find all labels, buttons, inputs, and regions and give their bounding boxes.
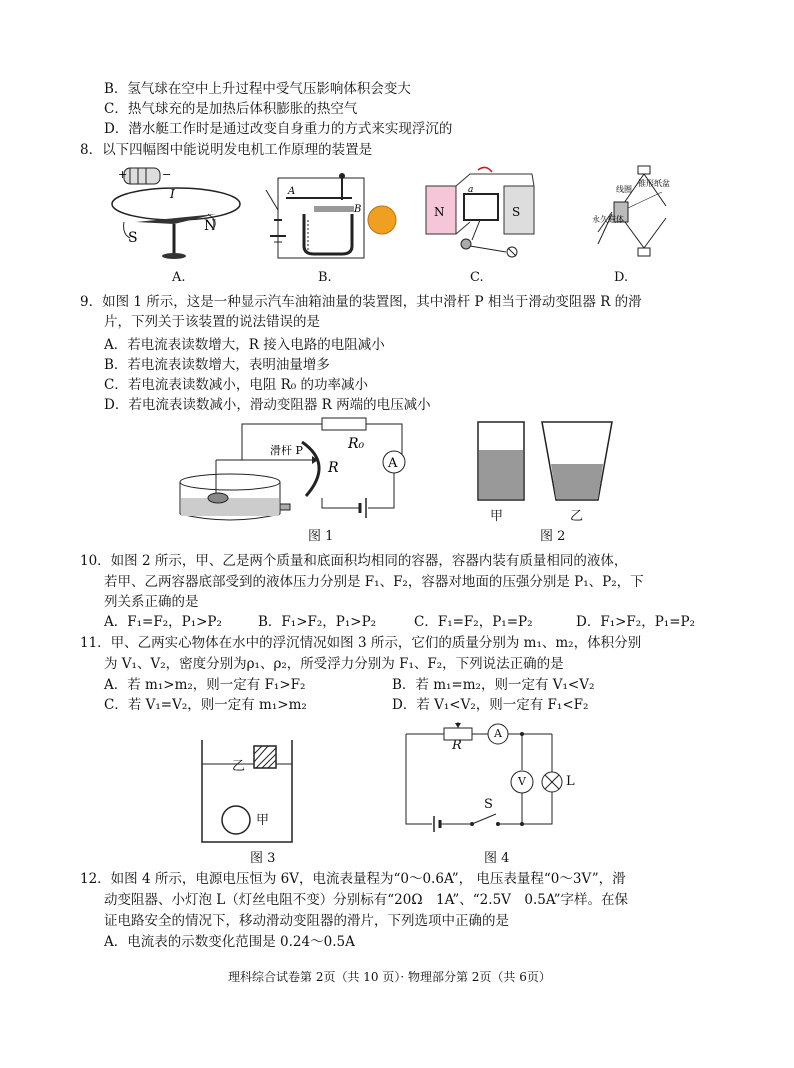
q11-line2: 为 V₁、V₂，密度分别为ρ₁、ρ₂，所受浮力分别为 F₁、F₂，下列说法正确的是 bbox=[104, 656, 564, 672]
figd-cone: 锥形纸盆 bbox=[638, 179, 670, 188]
q8-label-a: A. bbox=[172, 270, 186, 285]
q12-line1: 12．如图 4 所示，电源电压恒为 6V，电流表量程为“0～0.6A”， 电压表量程“0～3V”，滑 bbox=[80, 871, 626, 887]
fig4-caption: 图 4 bbox=[484, 851, 510, 866]
fig1-ammeter: A bbox=[388, 456, 398, 471]
figc-s: S bbox=[512, 205, 521, 219]
fig4-r: R bbox=[452, 738, 462, 753]
q8-label-c: C. bbox=[470, 270, 484, 285]
q10-option-a: A．F₁=F₂，P₁>P₂ bbox=[104, 614, 222, 630]
q8-label-d: D. bbox=[614, 270, 629, 285]
fig4-voltmeter: V bbox=[518, 775, 526, 788]
figd-coil: 线圈 bbox=[616, 185, 632, 194]
fig3-caption: 图 3 bbox=[250, 851, 276, 866]
fig4-lamp: L bbox=[566, 774, 575, 789]
fig1-slider: 滑杆 P bbox=[270, 444, 303, 457]
q9-option-b: B．若电流表读数增大，表明油量增多 bbox=[104, 357, 330, 373]
q9-option-d: D．若电流表读数减小，滑动变阻器 R 两端的电压减小 bbox=[104, 397, 431, 413]
figb-b: B bbox=[354, 204, 362, 215]
fig3-yi: 乙 bbox=[232, 759, 246, 774]
figure-4-circuit bbox=[398, 718, 588, 834]
q12-option-a: A．电流表的示数变化范围是 0.24～0.5A bbox=[104, 934, 355, 950]
q12-line2: 动变阻器、小灯泡 L（灯丝电阻不变）分别标有“20Ω 1A”、“2.5V 0.5A”字样。在保 bbox=[104, 892, 629, 908]
q7-option-b: B．氢气球在空中上升过程中受气压影响体积会变大 bbox=[104, 81, 411, 97]
figa-n: N bbox=[204, 218, 217, 234]
figd-magnet: 永久磁体 bbox=[592, 215, 624, 224]
page-footer: 理科综合试卷第 2页（共 10 页）· 物理部分第 2页（共 6页） bbox=[228, 970, 551, 984]
fig4-ammeter: A bbox=[494, 727, 502, 740]
q10-line1: 10．如图 2 所示，甲、乙是两个质量和底面积均相同的容器，容器内装有质量相同的液体， bbox=[80, 553, 628, 569]
q9-option-a: A．若电流表读数增大，R 接入电路的电阻减小 bbox=[104, 337, 385, 353]
fig4-switch: S bbox=[484, 797, 493, 812]
fig2-yi: 乙 bbox=[570, 509, 584, 524]
q8-figure-a bbox=[96, 162, 246, 262]
figure-1-fuel-gauge bbox=[172, 414, 422, 526]
q10-option-d: D．F₁>F₂，P₁=P₂ bbox=[576, 614, 695, 630]
q9-line2: 片，下列关于该装置的说法错误的是 bbox=[104, 314, 320, 330]
figa-plus: + bbox=[118, 168, 128, 181]
figure-3-floating-objects bbox=[198, 736, 298, 846]
q11-option-c: C．若 V₁=V₂，则一定有 m₁>m₂ bbox=[104, 697, 307, 713]
q11-option-a: A．若 m₁>m₂，则一定有 F₁>F₂ bbox=[104, 677, 306, 693]
q10-line3: 列关系正确的是 bbox=[104, 594, 199, 610]
q11-option-b: B．若 m₁=m₂，则一定有 V₁<V₂ bbox=[392, 677, 595, 693]
q9-option-c: C．若电流表读数减小，电阻 R₀ 的功率减小 bbox=[104, 377, 368, 393]
figc-n: N bbox=[434, 205, 445, 219]
q8-label-b: B. bbox=[318, 270, 332, 285]
fig2-caption: 图 2 bbox=[540, 529, 566, 544]
figc-a: a bbox=[468, 185, 474, 195]
figa-current: I bbox=[170, 187, 175, 201]
figure-2-containers bbox=[472, 418, 632, 504]
fig1-r: R bbox=[328, 460, 339, 476]
figa-s: S bbox=[128, 230, 138, 246]
q7-option-d: D．潜水艇工作时是通过改变自身重力的方式来实现浮沉的 bbox=[104, 121, 453, 137]
fig1-caption: 图 1 bbox=[308, 529, 334, 544]
q11-option-d: D．若 V₁<V₂，则一定有 F₁<F₂ bbox=[392, 697, 589, 713]
q10-option-c: C．F₁=F₂，P₁=P₂ bbox=[414, 614, 533, 630]
q10-option-b: B．F₁>F₂，P₁>P₂ bbox=[258, 614, 377, 630]
q11-line1: 11．甲、乙两实心物体在水中的浮沉情况如图 3 所示，它们的质量分别为 m₁、m₂，体积分别 bbox=[80, 635, 642, 651]
q7-option-c: C．热气球充的是加热后体积膨胀的热空气 bbox=[104, 101, 358, 117]
q8-figure-b bbox=[256, 170, 416, 268]
figb-a: A bbox=[288, 186, 296, 197]
q8-stem: 8．以下四幅图中能说明发电机工作原理的装置是 bbox=[80, 142, 373, 158]
q12-line3: 证电路安全的情况下，移动滑动变阻器的滑片，下列选项中正确的是 bbox=[104, 913, 509, 929]
fig3-jia: 甲 bbox=[256, 813, 270, 828]
q8-figure-c bbox=[420, 166, 540, 264]
figa-minus: − bbox=[162, 168, 172, 181]
fig2-jia: 甲 bbox=[490, 509, 504, 524]
q10-line2: 若甲、乙两容器底部受到的液体压力分别是 F₁、F₂，容器对地面的压强分别是 P₁、P₂，下 bbox=[104, 574, 644, 590]
fig1-r0: R₀ bbox=[348, 436, 365, 452]
q9-line1: 9．如图 1 所示，这是一种显示汽车油箱油量的装置图，其中滑杆 P 相当于滑动变阻器 R 的滑 bbox=[80, 294, 642, 310]
q8-figure-d bbox=[592, 162, 678, 266]
